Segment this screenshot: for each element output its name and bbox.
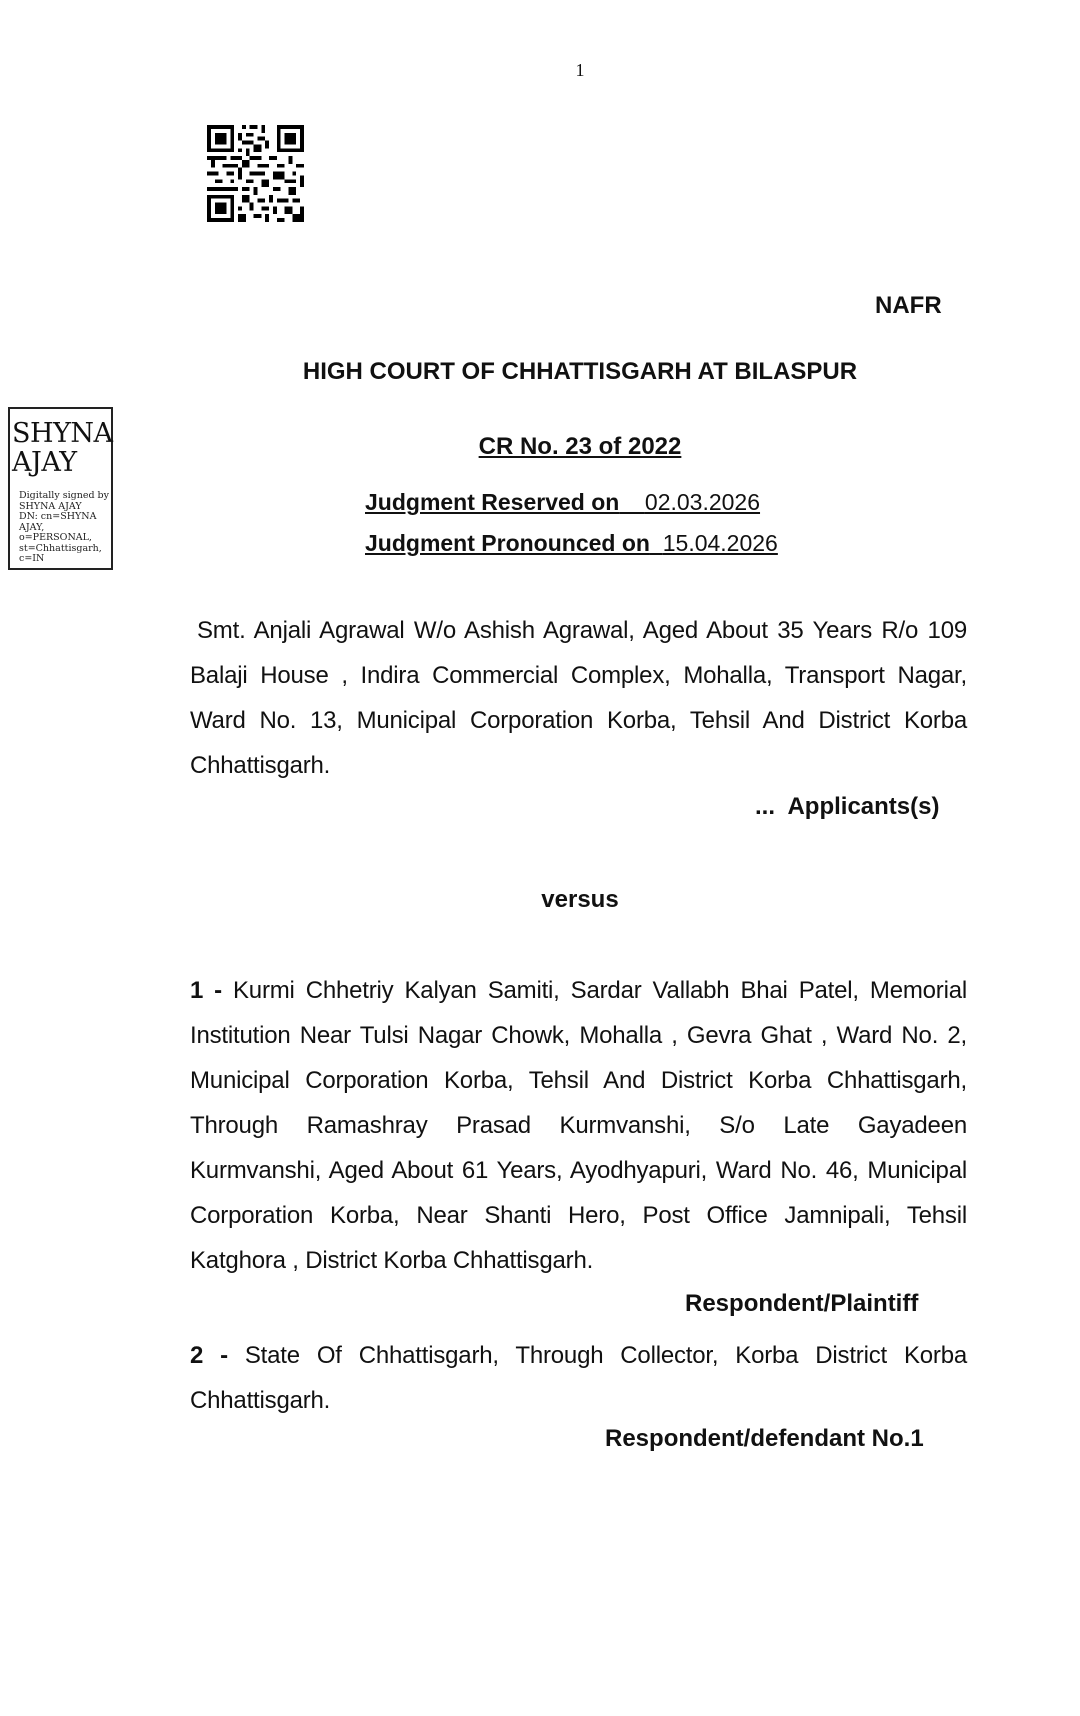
- signature-detail-line: SHYNA AJAY: [19, 500, 82, 512]
- signature-detail-line: AJAY,: [19, 521, 45, 533]
- respondent-1-text: Kurmi Chhetriy Kalyan Samiti, Sardar Vallabh Bhai Patel, Memorial Institution Near Tulsi Nagar Chowk, Mohalla , Gevra Ghat , Ward No. 2, Municipal Corporation Korba, Tehsil And District Korba Chhattisgarh, Through Ramashray Prasad Kurmvanshi, S/o Late Gayadeen Kurmvanshi, Aged About 61 Years, Ayodhyapuri, Ward No. 46, Municipal Corporation Korba, Near Shanti Hero, Post Office Jamnipali, Tehsil Katghora , District Korba Chhattisgarh.: [190, 977, 967, 1274]
- judgment-reserved-date: 02.03.2026: [644, 489, 761, 515]
- court-name-heading: HIGH COURT OF CHHATTISGARH AT BILASPUR: [302, 358, 858, 385]
- page-number: 1: [575, 60, 585, 80]
- case-number: CR No. 23 of 2022: [478, 433, 682, 460]
- judgment-pronounced-line: [365, 530, 778, 557]
- signature-detail-line: DN: cn=SHYNA: [19, 511, 97, 522]
- signature-details: [12, 491, 111, 565]
- respondent-1-role-label: Respondent/Plaintiff: [685, 1290, 919, 1317]
- signer-name-line2: AJAY: [12, 447, 77, 478]
- respondent-2-text: State Of Chhattisgarh, Through Collector, Korba District Korba Chhattisgarh.: [190, 1342, 967, 1414]
- digital-signature-stamp: [8, 407, 113, 570]
- signature-detail-line: c=IN: [19, 553, 45, 564]
- respondent-2-details: [190, 1333, 967, 1423]
- qr-code-icon: [207, 125, 304, 222]
- judgment-pronounced-date: 15.04.2026: [662, 530, 778, 556]
- judgment-reserved-label: Judgment Reserved on: [365, 489, 620, 515]
- signature-detail-line: st=Chhattisgarh,: [19, 542, 102, 554]
- nafr-marker: NAFR: [875, 292, 942, 319]
- respondent-2-role-label: Respondent/defendant No.1: [605, 1425, 924, 1452]
- versus-label: versus: [541, 886, 619, 913]
- respondent-1-details: [190, 968, 967, 1283]
- signer-name-line1: SHYNA: [12, 418, 113, 449]
- applicant-role-label: ... Applicants(s): [755, 793, 940, 820]
- judgment-reserved-line: [365, 489, 760, 516]
- signature-detail-line: o=PERSONAL,: [19, 532, 92, 543]
- respondent-1-number: 1 -: [190, 977, 222, 1004]
- applicant-details: Smt. Anjali Agrawal W/o Ashish Agrawal, Aged About 35 Years R/o 109 Balaji House , Indira Commercial Complex, Mohalla, Transport Nagar, Ward No. 13, Municipal Corporation Korba, Tehsil And District Korba Chhattisgarh.: [190, 617, 967, 779]
- signature-detail-line: Digitally signed by: [19, 490, 110, 501]
- respondent-2-number: 2 -: [190, 1342, 228, 1369]
- judgment-pronounced-label: Judgment Pronounced on: [365, 530, 650, 556]
